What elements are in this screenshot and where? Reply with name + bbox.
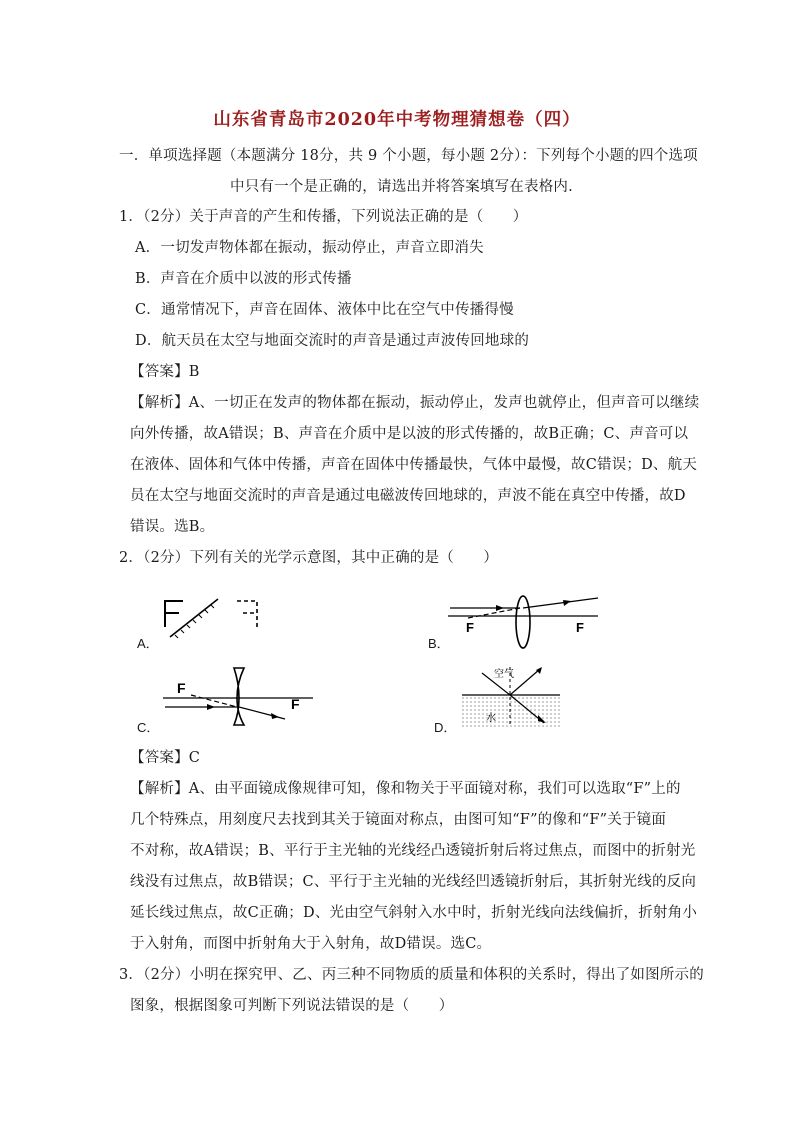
question-1-stem: 1．（2分）关于声音的产生和传播，下列说法正确的是（ ） [119,209,528,225]
question-2-analysis-line: 不对称，故A错误；B、平行于主光轴的光线经凸透镜折射后将过焦点，而图中的折射光 [130,843,696,859]
question-1-option-c: C．通常情况下，声音在固体、液体中比在空气中传播得慢 [135,302,514,318]
figure-d-air-label: 空气 [494,669,514,680]
question-1-option-b: B．声音在介质中以波的形式传播 [135,271,352,287]
figure-c-focus-label-right: F [291,696,300,712]
question-2-stem: 2．（2分）下列有关的光学示意图，其中正确的是（ ） [119,550,499,566]
figure-a-label: A． [137,636,159,651]
question-3-stem: 3．（2分）小明在探究甲、乙、丙三种不同物质的质量和体积的关系时，得出了如图所示的 [119,967,704,983]
question-1-analysis-line: 员在太空与地面交流时的声音是通过电磁波传回地球的，声波不能在真空中传播，故D [130,488,686,504]
question-2-answer: 【答案】C [130,750,201,766]
figure-b-focus-label-left: F [466,620,474,635]
question-2-analysis-line: 【解析】A、由平面镜成像规律可知，像和物关于平面镜对称，我们可以选取“F”上的 [130,781,681,797]
figure-b-convex-lens [448,598,608,648]
figure-d-water-label: 水 [486,713,496,724]
figure-b-focus-label-right: F [576,620,584,635]
figure-c-concave-lens [163,665,323,730]
question-3-stem: 图象，根据图象可判断下列说法错误的是（ ） [130,998,454,1014]
figure-a-plane-mirror [155,595,265,645]
section-heading-line-1: 一．单项选择题（本题满分 18分，共 9 个小题，每小题 2分）：下列每个小题的四个选项 [119,148,698,164]
section-heading-line-2: 中只有一个是正确的，请选出并将答案填写在表格内. [230,179,573,195]
figure-b-label: B． [428,636,450,651]
question-1-option-d: D．航天员在太空与地面交流时的声音是通过声波传回地球的 [135,333,530,349]
figure-c-focus-label-left: F [177,680,186,696]
question-1-option-a: A．一切发声物体都在振动，振动停止，声音立即消失 [135,240,484,256]
question-1-analysis-line: 向外传播，故A错误；B、声音在介质中是以波的形式传播的，故B正确；C、声音可以 [130,426,689,442]
question-1-analysis-line: 在液体、固体和气体中传播，声音在固体中传播最快，气体中最慢，故C错误；D、航天 [130,457,698,473]
question-1-answer: 【答案】B [130,364,200,380]
question-1-analysis-line: 错误。选B。 [130,519,215,535]
page-title: 山东省青岛市2020年中考物理猜想卷（四） [213,110,581,130]
figure-d-refraction [458,665,568,730]
question-2-analysis-line: 线没有过焦点，故B错误；C、平行于主光轴的光线经凹透镜折射后，其折射光线的反向 [130,874,697,890]
question-1-analysis-line: 【解析】A、一切正在发声的物体都在振动，振动停止，发声也就停止，但声音可以继续 [130,395,700,411]
figure-c-label: C． [137,720,160,735]
question-2-analysis-line: 几个特殊点，用刻度尺去找到其关于镜面对称点，由图可知“F”的像和“F”关于镜面 [130,812,667,828]
question-2-analysis-line: 延长线过焦点，故C正确；D、光由空气斜射入水中时，折射光线向法线偏折，折射角小 [130,905,698,921]
figure-d-label: D． [434,720,457,735]
question-2-analysis-line: 于入射角，而图中折射角大于入射角，故D错误。选C。 [130,936,492,952]
